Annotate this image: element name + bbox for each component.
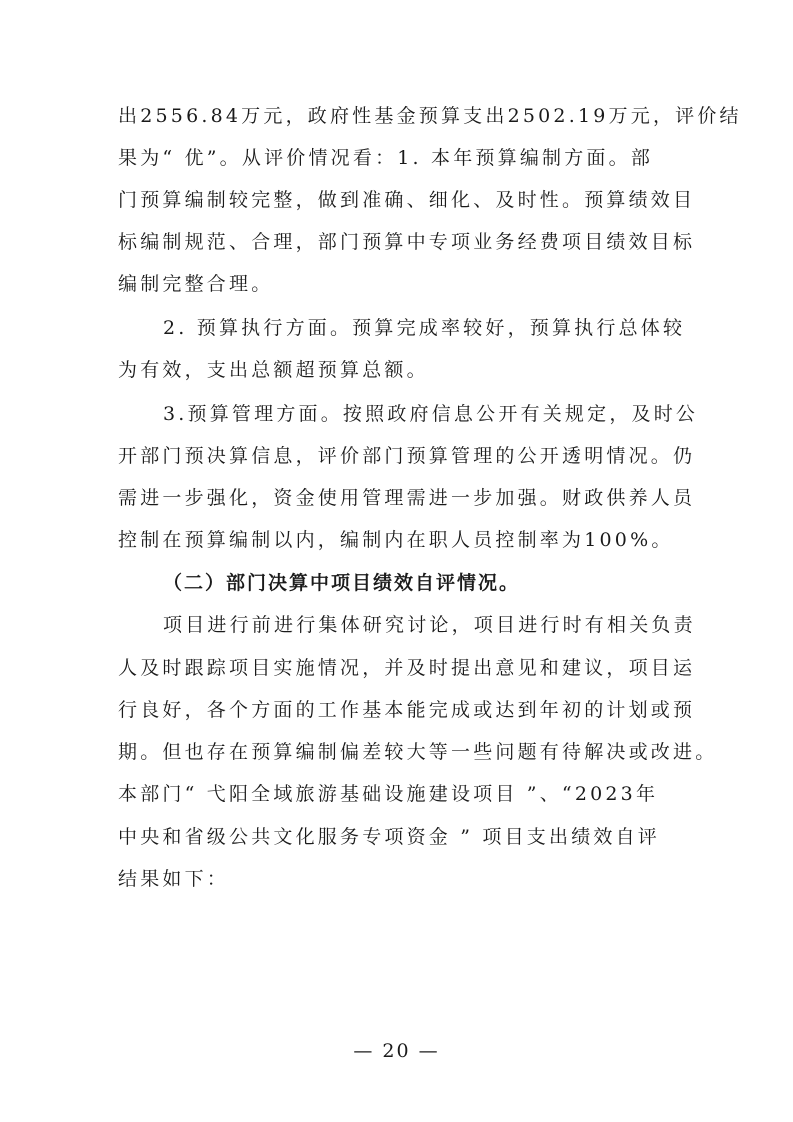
paragraph-line: 本部门“ 弋阳全域旅游基础设施建设项目 ”、“2023年 <box>118 783 659 805</box>
paragraph-line: 标编制规范、合理，部门预算中专项业务经费项目绩效目标 <box>118 231 696 253</box>
paragraph-line: 结果如下： <box>118 868 230 890</box>
paragraph-line: 出2556.84万元，政府性基金预算支出2502.19万元，评价结 <box>118 105 742 127</box>
paragraph-line: 控制在预算编制以内，编制内在职人员控制率为100%。 <box>118 529 674 551</box>
paragraph-line: 人及时跟踪项目实施情况，并及时提出意见和建议，项目运 <box>118 657 696 679</box>
paragraph-line: 项目进行前进行集体研究讨论，项目进行时有相关负责 <box>163 614 696 636</box>
page-number: — 20 — <box>353 1040 440 1062</box>
paragraph-line: 期。但也存在预算编制偏差较大等一些问题有待解决或改进。 <box>118 741 718 763</box>
paragraph-line: 编制完整合理。 <box>118 273 274 295</box>
paragraph-line: 中央和省级公共文化服务专项资金 ” 项目支出绩效自评 <box>118 826 660 848</box>
paragraph-line: 3.预算管理方面。按照政府信息公开有关规定，及时公 <box>163 403 699 425</box>
paragraph-line: 果为“ 优”。从评价情况看：1. 本年预算编制方面。部 <box>118 147 654 169</box>
paragraph-line: 需进一步强化，资金使用管理需进一步加强。财政供养人员 <box>118 487 696 509</box>
paragraph-line: 为有效，支出总额超预算总额。 <box>118 359 429 381</box>
paragraph-line: 2. 预算执行方面。预算完成率较好，预算执行总体较 <box>163 317 686 339</box>
paragraph-line: 开部门预决算信息，评价部门预算管理的公开透明情况。仍 <box>118 445 696 467</box>
paragraph-line: 行良好，各个方面的工作基本能完成或达到年初的计划或预 <box>118 699 696 721</box>
paragraph-line: 门预算编制较完整，做到准确、细化、及时性。预算绩效目 <box>118 189 696 211</box>
section-heading: （二）部门决算中项目绩效自评情况。 <box>163 572 521 594</box>
